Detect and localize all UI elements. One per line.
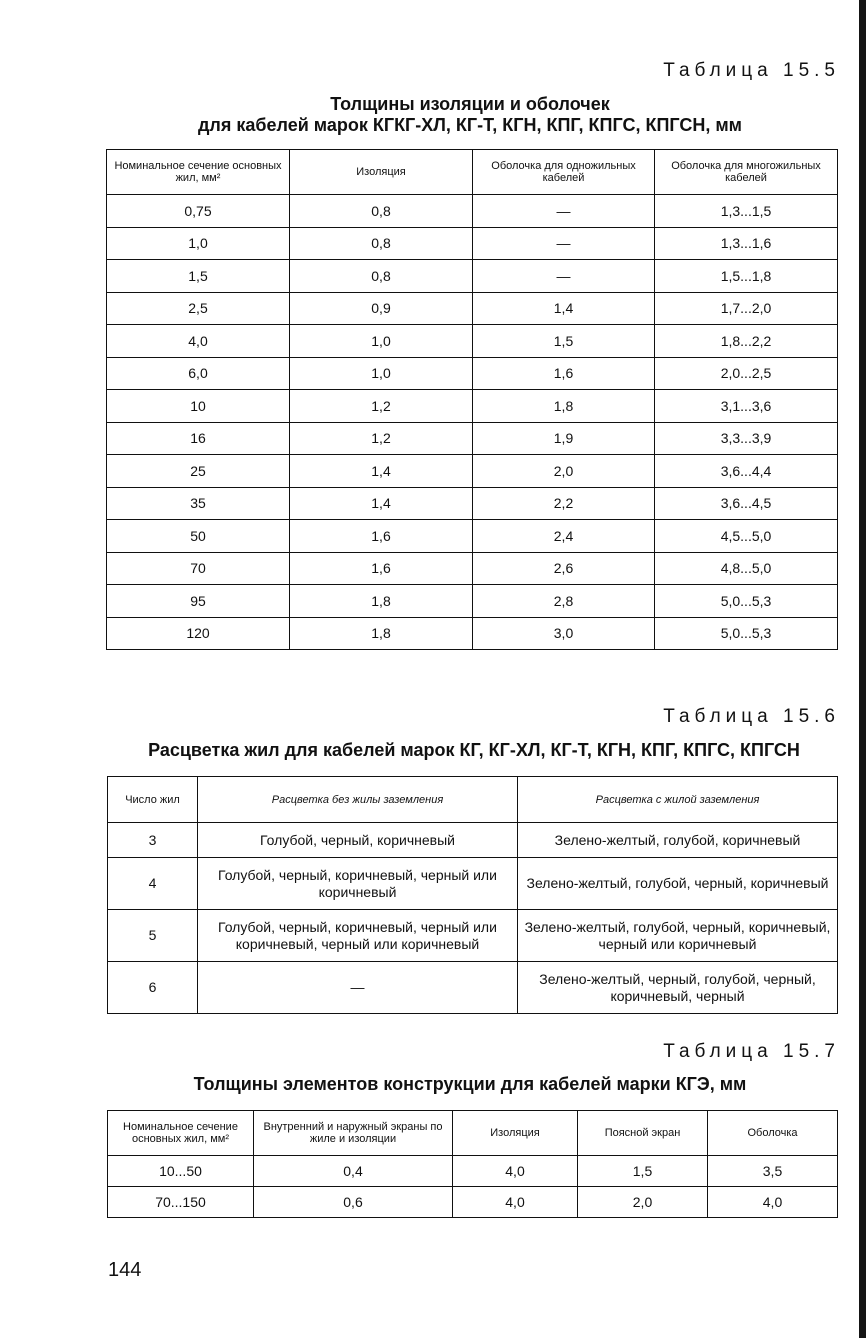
table-cell: — xyxy=(473,227,655,260)
table-cell: 2,6 xyxy=(473,552,655,585)
table-cell: 0,75 xyxy=(107,195,290,228)
table-cell: 1,0 xyxy=(290,325,473,358)
table-cell: 120 xyxy=(107,617,290,650)
table-cell: 4,0 xyxy=(107,325,290,358)
table-cell: — xyxy=(473,195,655,228)
table-row xyxy=(107,422,838,455)
table-row xyxy=(108,1187,838,1218)
table-cell: 10...50 xyxy=(108,1156,254,1187)
table-row xyxy=(107,617,838,650)
table-row xyxy=(108,858,838,910)
table-cell: 2,0 xyxy=(473,455,655,488)
table-row xyxy=(107,195,838,228)
table-cell: 1,6 xyxy=(290,520,473,553)
table-cell: 35 xyxy=(107,487,290,520)
table-cell: 3,0 xyxy=(473,617,655,650)
table-core-colors xyxy=(107,776,838,1014)
table-cell: 4,0 xyxy=(708,1187,838,1218)
header-cell: Номинальное сечение основных жил, мм² xyxy=(108,1111,254,1156)
table-body xyxy=(107,195,838,650)
table-cell: 1,7...2,0 xyxy=(655,292,838,325)
table-label-15-7: Таблица 15.7 xyxy=(663,1041,840,1062)
table-cell: 1,4 xyxy=(290,487,473,520)
table-cell: 0,4 xyxy=(254,1156,453,1187)
table-cell: 1,9 xyxy=(473,422,655,455)
table-cell: 1,2 xyxy=(290,390,473,423)
header-cell: Поясной экран xyxy=(578,1111,708,1156)
table-cell: 1,6 xyxy=(473,357,655,390)
table-cell: 0,8 xyxy=(290,260,473,293)
table-cell: 5,0...5,3 xyxy=(655,617,838,650)
table-body xyxy=(108,823,838,1014)
table-cell: 70...150 xyxy=(108,1187,254,1218)
page-edge-shadow xyxy=(859,0,866,1338)
table-cell: 16 xyxy=(107,422,290,455)
table-cell: 3,3...3,9 xyxy=(655,422,838,455)
header-cell: Внутренний и наружный экраны по жиле и изоляции xyxy=(254,1111,453,1156)
table-row xyxy=(107,552,838,585)
table-cell: 1,3...1,5 xyxy=(655,195,838,228)
table-cell: 3,5 xyxy=(708,1156,838,1187)
table-cell: 3,6...4,5 xyxy=(655,487,838,520)
table-cell: 1,4 xyxy=(473,292,655,325)
header-cell: Изоляция xyxy=(290,150,473,195)
table-row xyxy=(107,390,838,423)
page-number: 144 xyxy=(108,1259,142,1281)
table-row xyxy=(107,325,838,358)
table-body xyxy=(108,1156,838,1218)
header-cell: Номинальное сечение основных жил, мм² xyxy=(107,150,290,195)
table-cell: 1,3...1,6 xyxy=(655,227,838,260)
header-cell: Оболочка для многожильных кабелей xyxy=(655,150,838,195)
table-cell: — xyxy=(198,962,518,1014)
table-cell: 0,6 xyxy=(254,1187,453,1218)
table-cell: Голубой, черный, коричневый xyxy=(198,823,518,858)
table-insulation-thickness xyxy=(106,149,838,650)
table-cell: Голубой, черный, коричневый, черный или коричневый, черный или коричневый xyxy=(198,910,518,962)
table-row xyxy=(108,823,838,858)
table-cell: 2,4 xyxy=(473,520,655,553)
table-row xyxy=(107,357,838,390)
table-cell: 1,8 xyxy=(473,390,655,423)
header-cell: Расцветка с жилой заземления xyxy=(518,777,838,823)
table-row xyxy=(108,1156,838,1187)
table-cell: 4,0 xyxy=(453,1187,578,1218)
table-cell: 1,8...2,2 xyxy=(655,325,838,358)
table-cell: 1,0 xyxy=(107,227,290,260)
table-row xyxy=(108,962,838,1014)
table-kge-elements xyxy=(107,1110,838,1218)
header-cell: Число жил xyxy=(108,777,198,823)
table-cell: 70 xyxy=(107,552,290,585)
table-cell: Зелено-желтый, голубой, коричневый xyxy=(518,823,838,858)
table-cell: Зелено-желтый, голубой, черный, коричневый, черный или коричневый xyxy=(518,910,838,962)
table-cell: 3,6...4,4 xyxy=(655,455,838,488)
header-cell: Оболочка xyxy=(708,1111,838,1156)
table-row xyxy=(107,455,838,488)
table-row xyxy=(108,910,838,962)
header-cell: Изоляция xyxy=(453,1111,578,1156)
table-cell: 5,0...5,3 xyxy=(655,585,838,618)
table-cell: 95 xyxy=(107,585,290,618)
table-cell: 5 xyxy=(108,910,198,962)
table-title-line-1: Толщины изоляции и оболочек xyxy=(330,94,610,114)
table-cell: 1,6 xyxy=(290,552,473,585)
table-cell: 1,5 xyxy=(473,325,655,358)
table-cell: 1,5 xyxy=(107,260,290,293)
table-title-line-2: для кабелей марок КГКГ-ХЛ, КГ-Т, КГН, КПГ, КПГС, КПГСН, мм xyxy=(198,115,742,135)
table-cell: 4,8...5,0 xyxy=(655,552,838,585)
table-cell: 3,1...3,6 xyxy=(655,390,838,423)
table-cell: 2,0 xyxy=(578,1187,708,1218)
table-cell: 1,5 xyxy=(578,1156,708,1187)
table-cell: 1,8 xyxy=(290,585,473,618)
table-title-15-5 xyxy=(100,94,840,136)
table-cell: 4,5...5,0 xyxy=(655,520,838,553)
table-cell: 0,8 xyxy=(290,195,473,228)
table-cell: Зелено-желтый, голубой, черный, коричневый xyxy=(518,858,838,910)
header-cell: Расцветка без жилы заземления xyxy=(198,777,518,823)
table-row xyxy=(107,520,838,553)
table-row xyxy=(107,292,838,325)
table-cell: 4 xyxy=(108,858,198,910)
table-cell: 1,0 xyxy=(290,357,473,390)
table-cell: 0,9 xyxy=(290,292,473,325)
table-label-15-5: Таблица 15.5 xyxy=(663,60,840,81)
table-title-15-7: Толщины элементов конструкции для кабелей марки КГЭ, мм xyxy=(193,1074,747,1094)
table-cell: 6 xyxy=(108,962,198,1014)
table-cell: 1,4 xyxy=(290,455,473,488)
table-cell: 2,5 xyxy=(107,292,290,325)
table-cell: Голубой, черный, коричневый, черный или коричневый xyxy=(198,858,518,910)
table-title-15-6: Расцветка жил для кабелей марок КГ, КГ-ХЛ, КГ-Т, КГН, КПГ, КПГС, КПГСН xyxy=(148,740,800,760)
table-cell: 2,0...2,5 xyxy=(655,357,838,390)
table-cell: 50 xyxy=(107,520,290,553)
table-cell: 1,8 xyxy=(290,617,473,650)
table-cell: 4,0 xyxy=(453,1156,578,1187)
table-cell: 0,8 xyxy=(290,227,473,260)
table-cell: 10 xyxy=(107,390,290,423)
table-cell: 6,0 xyxy=(107,357,290,390)
table-row xyxy=(107,487,838,520)
table-cell: Зелено-желтый, черный, голубой, черный, коричневый, черный xyxy=(518,962,838,1014)
table-cell: 3 xyxy=(108,823,198,858)
header-cell: Оболочка для одножильных кабелей xyxy=(473,150,655,195)
table-row xyxy=(107,585,838,618)
table-cell: 2,8 xyxy=(473,585,655,618)
table-row xyxy=(107,260,838,293)
table-cell: 1,2 xyxy=(290,422,473,455)
table-cell: — xyxy=(473,260,655,293)
table-row xyxy=(107,227,838,260)
table-cell: 1,5...1,8 xyxy=(655,260,838,293)
table-cell: 25 xyxy=(107,455,290,488)
table-label-15-6: Таблица 15.6 xyxy=(663,706,840,727)
table-cell: 2,2 xyxy=(473,487,655,520)
